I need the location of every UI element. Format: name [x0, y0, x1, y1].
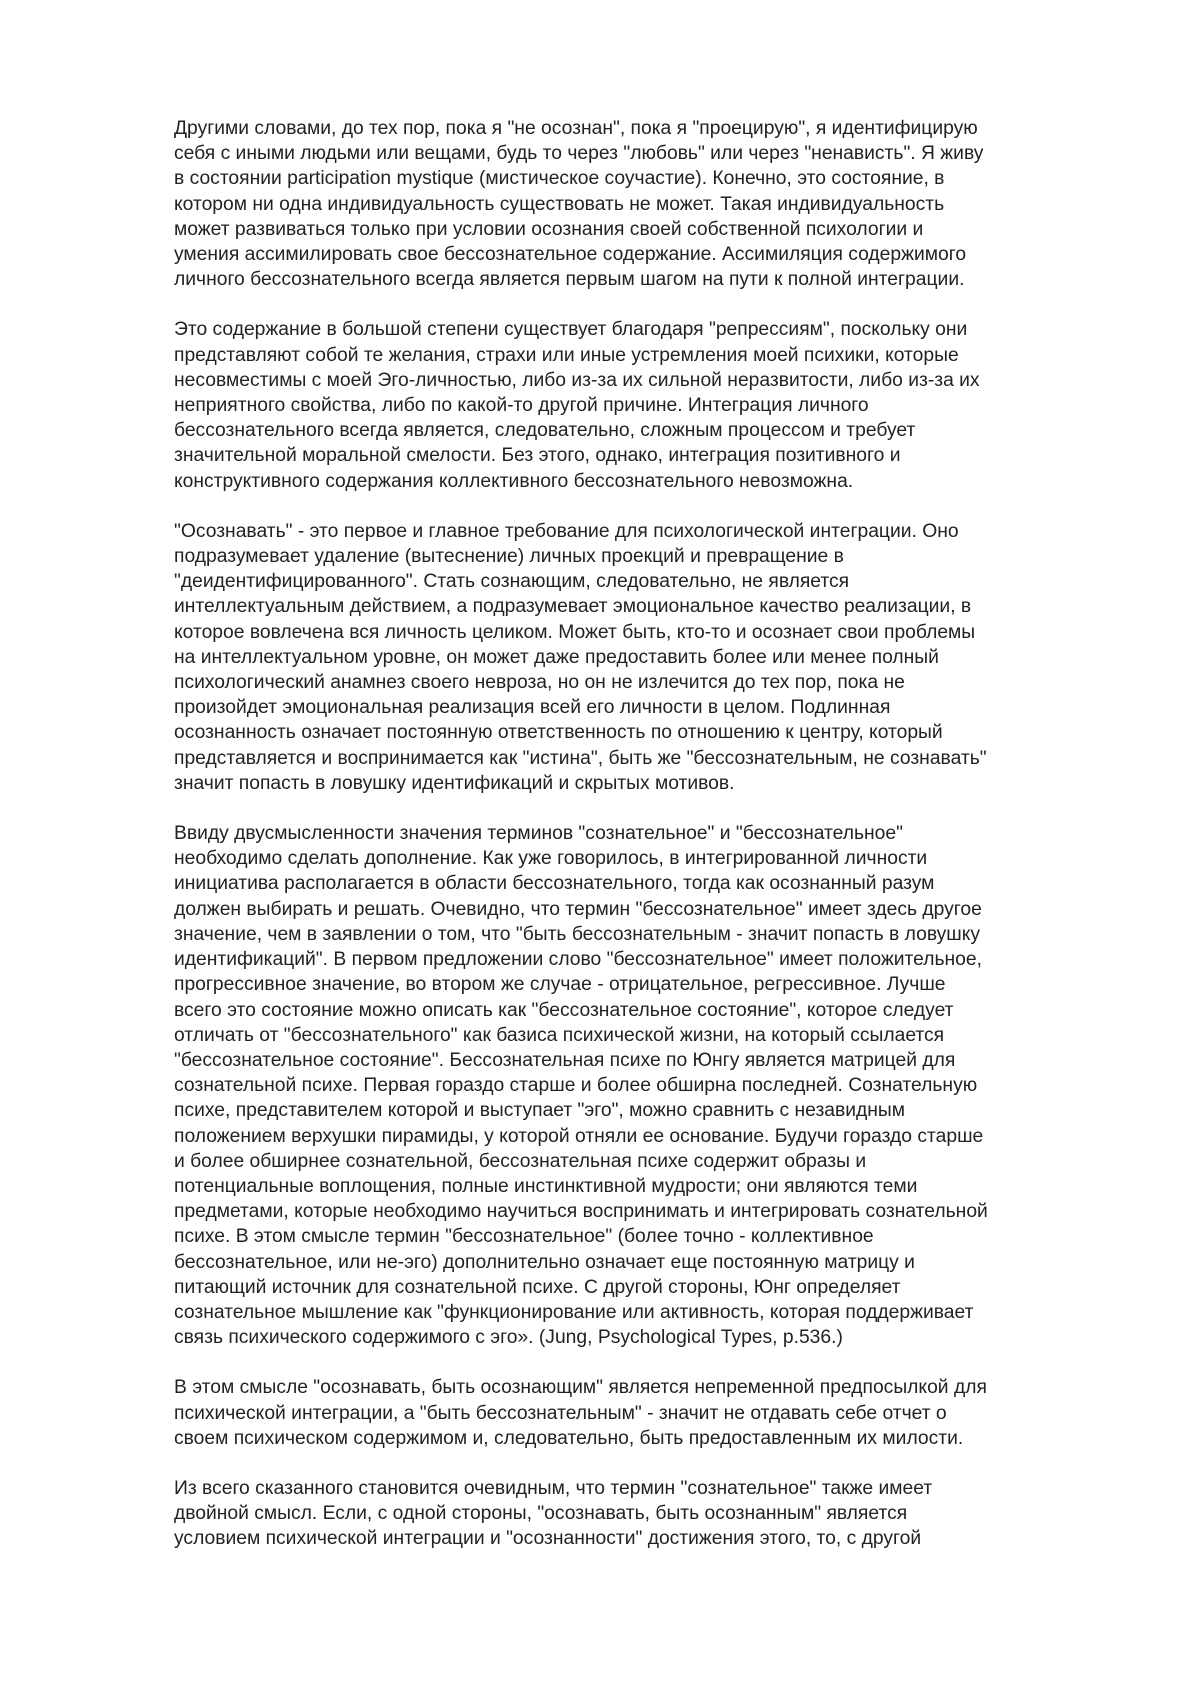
text-line: в состоянии participation mystique (мистическое соучастие). Конечно, это состояние, в	[174, 168, 945, 190]
text-line: на интеллектуальном уровне, он может даже предоставить более или менее полный	[174, 646, 939, 668]
text-line: бессознательного всегда является, следовательно, сложным процессом и требует	[174, 420, 916, 442]
text-line: может развиваться только при условии осознания своей собственной психологии и	[174, 218, 924, 240]
text-line: себя с иными людьми или вещами, будь то через "любовь" или через "ненависть". Я живу	[174, 143, 984, 165]
text-line: всего это состояние можно описать как "бессознательное состояние", которое следует	[174, 999, 954, 1021]
paragraph-1	[174, 116, 1126, 292]
text-line: Это содержание в большой степени существует благодаря "репрессиям", поскольку они	[174, 319, 968, 341]
text-line: которое вовлечена вся личность целиком. Может быть, кто-то и осознает свои проблемы	[174, 621, 976, 643]
paragraph-6	[174, 1476, 1126, 1552]
text-line: умения ассимилировать свое бессознательное содержание. Ассимиляция содержимого	[174, 244, 967, 266]
text-line: психе. В этом смысле термин "бессознательное" (более точно - коллективное	[174, 1226, 874, 1248]
paragraph-5	[174, 1375, 1126, 1451]
text-line: положением верхушки пирамиды, у которой отняли ее основание. Будучи гораздо старше	[174, 1125, 984, 1147]
document-body	[174, 116, 1126, 1577]
text-line: сознательное мышление как "функционирование или активность, которая поддерживает	[174, 1301, 974, 1323]
text-line: "бессознательное состояние". Бессознательная психе по Юнгу является матрицей для	[174, 1049, 956, 1071]
text-line: значение, чем в заявлении о том, что "быть бессознательным - значит попасть в ловушку	[174, 923, 981, 945]
text-line: значительной моральной смелости. Без этого, однако, интеграция позитивного и	[174, 445, 901, 467]
paragraph-2	[174, 317, 1126, 493]
text-line: своем психическом содержимом и, следовательно, быть предоставленным их милости.	[174, 1427, 964, 1449]
text-line: осознанность означает постоянную ответственность по отношению к центру, который	[174, 722, 943, 744]
text-line: условием психической интеграции и "осознанности" достижения этого, то, с другой	[174, 1528, 922, 1550]
text-line: В этом смысле "осознавать, быть осознающим" является непременной предпосылкой для	[174, 1377, 987, 1399]
text-line: связь психического содержимого с эго». (Jung, Psychological Types, p.536.)	[174, 1327, 843, 1349]
paragraph-4	[174, 821, 1126, 1350]
text-line: инициатива располагается в области бессознательного, тогда как осознанный разум	[174, 873, 935, 895]
text-line: отличать от "бессознательного" как базиса психической жизни, на который ссылается	[174, 1024, 945, 1046]
text-line: интеллектуальным действием, а подразумевает эмоциональное качество реализации, в	[174, 596, 972, 618]
text-line: "деидентифицированного". Стать сознающим, следовательно, не является	[174, 571, 850, 593]
text-line: котором ни одна индивидуальность существовать не может. Такая индивидуальность	[174, 193, 945, 215]
text-line: психической интеграции, а "быть бессознательным" - значит не отдавать себе отчет о	[174, 1402, 947, 1424]
text-line: прогрессивное значение, во втором же случае - отрицательное, регрессивное. Лучше	[174, 974, 946, 996]
text-line: необходимо сделать дополнение. Как уже говорилось, в интегрированной личности	[174, 848, 928, 870]
text-line: представляют собой те желания, страхи или иные устремления моей психики, которые	[174, 344, 959, 366]
text-line: сознательной психе. Первая гораздо старше и более обширна последней. Сознательную	[174, 1075, 978, 1097]
text-line: психологический анамнез своего невроза, но он не излечится до тех пор, пока не	[174, 672, 905, 694]
text-line: неприятного свойства, либо по какой-то другой причине. Интеграция личного	[174, 395, 869, 417]
text-line: личного бессознательного всегда является первым шагом на пути к полной интеграции.	[174, 269, 965, 291]
text-line: питающий источник для сознательной психе. С другой стороны, Юнг определяет	[174, 1276, 901, 1298]
text-line: потенциальные воплощения, полные инстинктивной мудрости; они являются теми	[174, 1175, 918, 1197]
text-line: подразумевает удаление (вытеснение) личных проекций и превращение в	[174, 546, 844, 568]
paragraph-3	[174, 519, 1126, 796]
text-line: несовместимы с моей Эго-личностью, либо из-за их сильной неразвитости, либо из-за их	[174, 369, 980, 391]
text-line: идентификаций". В первом предложении слово "бессознательное" имеет положительное,	[174, 949, 982, 971]
text-line: конструктивного содержания коллективного бессознательного невозможна.	[174, 470, 854, 492]
text-line: Ввиду двусмысленности значения терминов "сознательное" и "бессознательное"	[174, 823, 903, 845]
text-line: бессознательное, или не-эго) дополнительно означает еще постоянную матрицу и	[174, 1251, 915, 1273]
text-line: представляется и воспринимается как "истина", быть же "бессознательным, не сознавать"	[174, 747, 987, 769]
text-line: предметами, которые необходимо научиться воспринимать и интегрировать сознательной	[174, 1201, 988, 1223]
text-line: должен выбирать и решать. Очевидно, что термин "бессознательное" имеет здесь другое	[174, 898, 982, 920]
text-line: "Осознавать" - это первое и главное требование для психологической интеграции. Оно	[174, 520, 959, 542]
text-line: психе, представителем которой и выступает "эго", можно сравнить с незавидным	[174, 1100, 906, 1122]
text-line: Другими словами, до тех пор, пока я "не осознан", пока я "проецирую", я идентифицирую	[174, 118, 978, 139]
text-line: Из всего сказанного становится очевидным, что термин "сознательное" также имеет	[174, 1477, 933, 1499]
text-line: произойдет эмоциональная реализация всей его личности в целом. Подлинная	[174, 697, 891, 719]
text-line: и более обширнее сознательной, бессознательная психе содержит образы и	[174, 1150, 867, 1172]
text-line: двойной смысл. Если, с одной стороны, "осознавать, быть осознанным" является	[174, 1503, 908, 1525]
text-line: значит попасть в ловушку идентификаций и скрытых мотивов.	[174, 772, 735, 794]
